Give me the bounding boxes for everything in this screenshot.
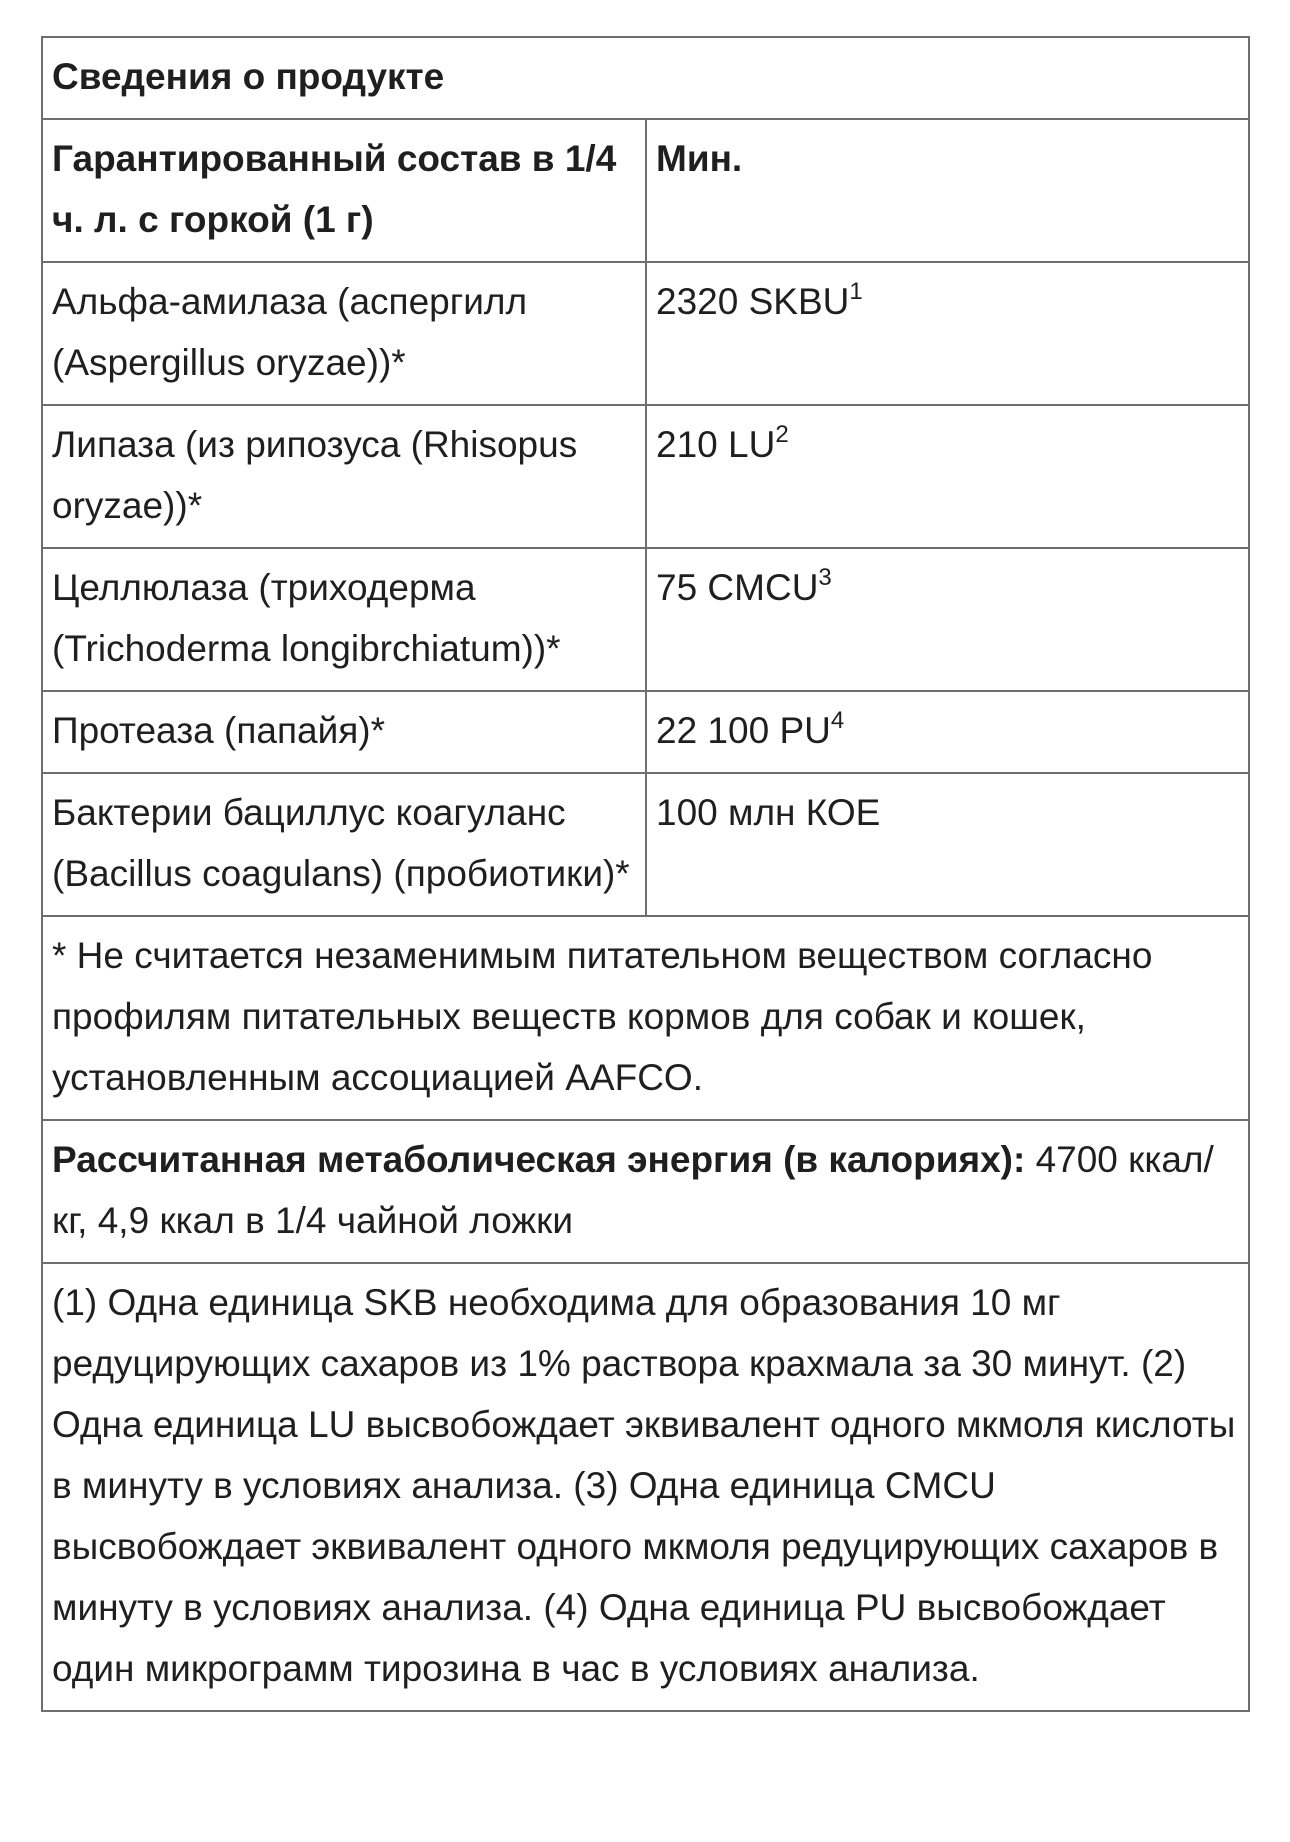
footnote-ref: 1 — [849, 277, 863, 305]
table-row — [42, 773, 1249, 916]
energy-cell — [42, 1120, 1249, 1263]
footnotes-row — [42, 1263, 1249, 1711]
value-text: 75 CMCU — [656, 567, 819, 608]
header-min: Мин. — [646, 119, 1249, 262]
ingredient-value — [646, 691, 1249, 773]
footnotes: (1) Одна единица SKB необходима для образования 10 мг редуцирующих сахаров из 1% раствора крахмала за 30 минут. (2) Одна единица LU высвобождает эквивалент одного мкмоля кислоты в минуту в условиях анализа. (3) Одна единица CMCU высвобождает эквивалент одного мкмоля редуцирующих сахаров в минуту в условиях анализа. (4) Одна единица PU высвобождает один микрограмм тирозина в час в условиях анализа. — [42, 1263, 1249, 1711]
table-row — [42, 548, 1249, 691]
asterisk-note: * Не считается незаменимым питательном веществом согласно профилям питательных веществ кормов для собак и кошек, установленным ассоциацией AAFCO. — [42, 916, 1249, 1120]
ingredient-value — [646, 405, 1249, 548]
ingredient-value — [646, 548, 1249, 691]
asterisk-note-row — [42, 916, 1249, 1120]
energy-value: 4700 ккал/кг, 4,9 ккал в 1/4 чайной ложки — [52, 1139, 1214, 1241]
table-row — [42, 405, 1249, 548]
header-row — [42, 119, 1249, 262]
product-info-table — [41, 36, 1250, 1712]
footnote-ref: 4 — [830, 706, 845, 734]
value-text: 2320 SKBU — [656, 281, 850, 322]
table-title: Сведения о продукте — [42, 37, 1249, 119]
footnote-ref: 3 — [818, 563, 832, 591]
ingredient-value — [646, 262, 1249, 405]
table-row — [42, 691, 1249, 773]
ingredient-name: Альфа-амилаза (аспергилл (Aspergillus oryzae))* — [42, 262, 646, 405]
ingredient-value — [646, 773, 1249, 916]
ingredient-name: Бактерии бациллус коагуланс (Bacillus coagulans) (пробиотики)* — [42, 773, 646, 916]
title-row — [42, 37, 1249, 119]
energy-row — [42, 1120, 1249, 1263]
table-row — [42, 262, 1249, 405]
value-text: 22 100 PU — [656, 710, 831, 751]
value-text: 100 млн КОЕ — [656, 792, 881, 833]
footnote-ref: 2 — [775, 420, 789, 448]
energy-label: Рассчитанная метаболическая энергия (в калориях): — [52, 1139, 1026, 1180]
header-composition: Гарантированный состав в 1/4 ч. л. с горкой (1 г) — [42, 119, 646, 262]
ingredient-name: Протеаза (папайя)* — [42, 691, 646, 773]
ingredient-name: Целлюлаза (триходерма (Trichoderma longibrchiatum))* — [42, 548, 646, 691]
value-text: 210 LU — [656, 424, 776, 465]
ingredient-name: Липаза (из рипозуса (Rhisopus oryzae))* — [42, 405, 646, 548]
